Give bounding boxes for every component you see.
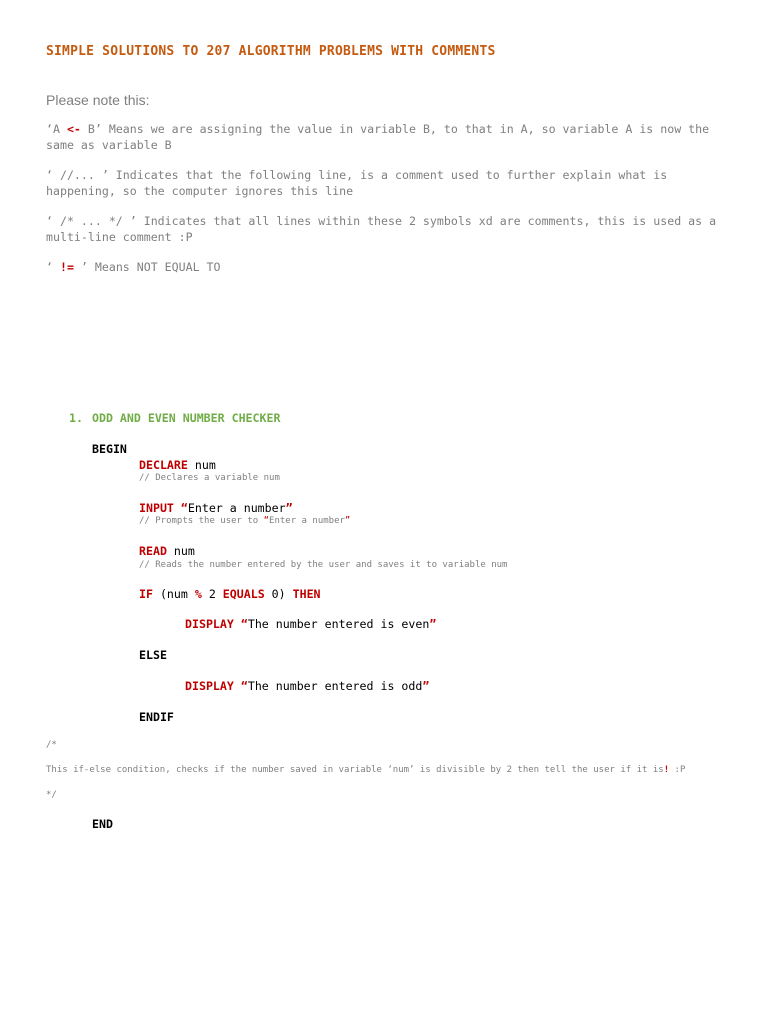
block-comment-main: This if-else condition, checks if the number saved in variable ‘num’ is divisible by 2 then tell the user if it is — [46, 765, 664, 775]
code-display-odd — [185, 679, 429, 693]
block-comment-tail: :P — [669, 765, 686, 775]
input-comment-text: // Prompts the user to — [139, 516, 264, 526]
code-input-comment — [139, 516, 350, 526]
display-even-open-quote: “ — [233, 617, 248, 631]
page-title: SIMPLE SOLUTIONS TO 207 ALGORITHM PROBLEMS WITH COMMENTS — [46, 44, 496, 59]
if-expr-c: 0) — [264, 587, 293, 601]
display-even-keyword: DISPLAY — [185, 617, 234, 631]
code-read-comment: // Reads the number entered by the user and saves it to variable num — [139, 560, 508, 570]
if-keyword: IF — [139, 587, 153, 601]
if-expr-b: 2 — [201, 587, 223, 601]
section-heading: ODD AND EVEN NUMBER CHECKER — [92, 411, 281, 425]
display-even-close-quote: ” — [429, 617, 437, 631]
display-odd-open-quote: “ — [233, 679, 248, 693]
input-prompt-text: Enter a number — [187, 501, 286, 515]
note-assignment — [46, 122, 726, 153]
code-input-line — [139, 501, 293, 515]
input-comment-open-quote: “ — [263, 516, 270, 526]
block-comment-close: */ — [46, 790, 57, 800]
input-keyword: INPUT — [139, 501, 174, 515]
input-comment-prompt: Enter a number — [269, 516, 345, 526]
read-keyword: READ — [139, 544, 167, 558]
code-declare-comment: // Declares a variable num — [139, 473, 280, 483]
declare-variable: num — [187, 458, 216, 472]
code-else: ELSE — [139, 648, 167, 662]
note-multi-comment: ‘ /* ... */ ’ Indicates that all lines within these 2 symbols xd are comments, this is used as a multi-line comment :P — [46, 214, 717, 244]
display-odd-close-quote: ” — [422, 679, 430, 693]
note-not-equal-open: ‘ — [46, 260, 60, 274]
then-keyword: THEN — [292, 587, 321, 601]
block-comment-open: /* — [46, 740, 57, 750]
if-expr-a: (num — [152, 587, 195, 601]
read-variable: num — [166, 544, 195, 558]
notes-heading: Please note this: — [46, 92, 150, 108]
not-equal-operator: != — [59, 260, 74, 274]
equals-keyword: EQUALS — [222, 587, 265, 601]
assign-operator: <- — [66, 122, 81, 136]
input-open-quote: “ — [173, 501, 188, 515]
note-single-comment: ‘ //... ’ Indicates that the following line, is a comment used to further explain what is happening, so the computer ignores this line — [46, 168, 668, 198]
block-comment-bang: ! — [663, 765, 670, 775]
note-not-equal — [46, 260, 726, 276]
declare-keyword: DECLARE — [139, 458, 188, 472]
input-comment-close-quote: ” — [344, 516, 351, 526]
code-read-line — [139, 544, 195, 558]
modulo-operator: % — [194, 587, 202, 601]
code-endif: ENDIF — [139, 710, 174, 724]
code-display-even — [185, 617, 436, 631]
display-odd-keyword: DISPLAY — [185, 679, 234, 693]
note-assignment-text: B’ Means we are assigning the value in variable B, to that in A, so variable A is now the same as variable B — [46, 122, 710, 152]
section-number: 1. — [69, 411, 83, 425]
code-declare-line — [139, 458, 216, 472]
display-even-text: The number entered is even — [247, 617, 430, 631]
note-not-equal-text: ’ Means NOT EQUAL TO — [73, 260, 221, 274]
display-odd-text: The number entered is odd — [247, 679, 423, 693]
input-close-quote: ” — [285, 501, 293, 515]
code-begin: BEGIN — [92, 442, 127, 456]
note-assignment-open: ‘A — [46, 122, 67, 136]
code-if-line — [139, 587, 321, 601]
block-comment-text — [46, 765, 685, 775]
code-end: END — [92, 817, 113, 831]
